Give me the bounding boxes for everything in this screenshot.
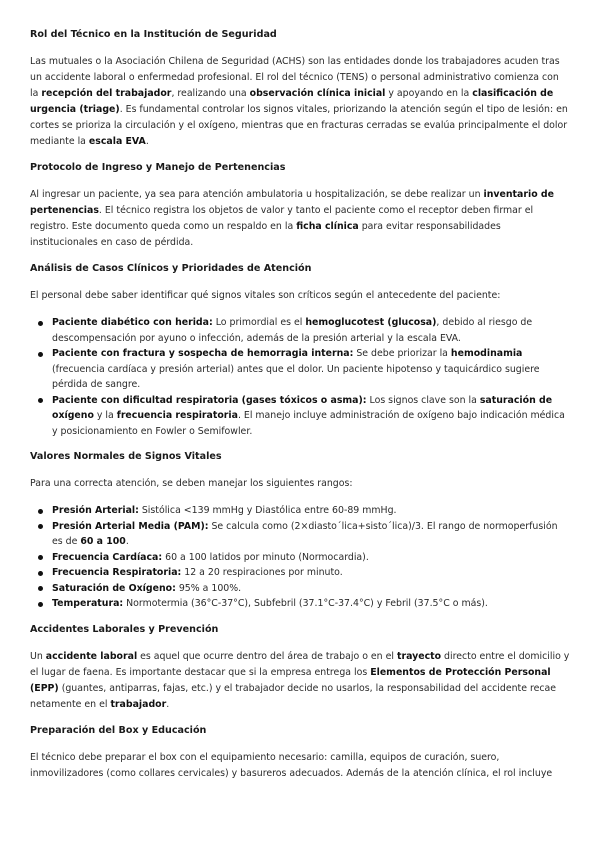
paragraph: Un accidente laboral es aquel que ocurre dentro del área de trabajo o en el trayecto directo entre el domicilio y el lugar de faena. Es importante destacar que si la empresa entrega los Elementos de Protección Personal (EPP) (guantes, antiparras, fajas, etc.) y el trabajador decide no usarlos, la responsabilidad del accidente recae netamente en el trabajador. (30, 650, 570, 710)
section-heading: Protocolo de Ingreso y Manejo de Pertenencias (30, 162, 286, 173)
section-casos-clinicos (30, 262, 570, 439)
section-heading: Accidentes Laborales y Prevención (30, 623, 219, 635)
list-item: Temperatura: Normotermia (36°C-37°C), Subfebril (37.1°C-37.4°C) y Febril (37.5°C o más). (52, 596, 570, 612)
section-heading: Rol del Técnico en la Institución de Seguridad (30, 29, 277, 40)
list-item: Presión Arterial: Sistólica <139 mmHg y Diastólica entre 60-89 mmHg. (52, 503, 570, 519)
list-item: Paciente con fractura y sospecha de hemorragia interna: Se debe priorizar la hemodinamia (frecuencia cardíaca y presión arterial) antes que el dolor. Un paciente hipotenso y taquicárdico sugiere pérdida de sangre. (52, 346, 570, 393)
paragraph: El personal debe saber identificar qué signos vitales son críticos según el antecedente del paciente: (30, 290, 501, 301)
paragraph: El técnico debe preparar el box con el equipamiento necesario: camilla, equipos de curación, suero, inmovilizadores (como collares cervicales) y basureros adecuados. Además de la atención clínica, el rol incluye (30, 751, 553, 779)
paragraph: Para una correcta atención, se deben manejar los siguientes rangos: (30, 478, 353, 489)
bullet-list (30, 503, 570, 612)
list-item: Frecuencia Respiratoria: 12 a 20 respiraciones por minuto. (52, 565, 570, 581)
section-heading: Preparación del Box y Educación (30, 724, 207, 736)
paragraph: Las mutuales o la Asociación Chilena de Seguridad (ACHS) son las entidades donde los trabajadores acuden tras un accidente laboral o enfermedad profesional. El rol del técnico (TENS) o personal administrativo comienza con la recepción del trabajador, realizando una observación clínica inicial y apoyando en la clasificación de urgencia (triage). Es fundamental controlar los signos vitales, priorizando la atención según el tipo de lesión: en cortes se prioriza la circulación y el oxígeno, mientras que en fracturas cerradas se evalúa principalmente el dolor mediante la escala EVA. (30, 56, 568, 147)
section-signos-vitales (30, 450, 570, 612)
list-item: Paciente diabético con herida: Lo primordial es el hemoglucotest (glucosa), debido al riesgo de descompensación por ayuno o infección, además de la presión arterial y la escala EVA. (52, 315, 570, 346)
section-heading: Valores Normales de Signos Vitales (30, 451, 222, 462)
section-accidentes-laborales (30, 623, 570, 713)
section-heading: Análisis de Casos Clínicos y Prioridades de Atención (30, 263, 312, 274)
list-item: Saturación de Oxígeno: 95% a 100%. (52, 581, 570, 597)
paragraph: Al ingresar un paciente, ya sea para atención ambulatoria u hospitalización, se debe realizar un inventario de pertenencias. El técnico registra los objetos de valor y tanto el paciente como el receptor deben firmar el registro. Este documento queda como un respaldo en la ficha clínica para evitar responsabilidades institucionales en caso de pérdida. (30, 189, 554, 248)
section-rol-tecnico (30, 28, 570, 150)
bullet-list (30, 315, 570, 439)
list-item: Paciente con dificultad respiratoria (gases tóxicos o asma): Los signos clave son la saturación de oxígeno y la frecuencia respiratoria. El manejo incluye administración de oxígeno bajo indicación médica y posicionamiento en Fowler o Semifowler. (52, 393, 570, 440)
section-protocolo-ingreso (30, 161, 570, 251)
section-preparacion-box (30, 724, 570, 782)
list-item: Frecuencia Cardíaca: 60 a 100 latidos por minuto (Normocardia). (52, 550, 570, 566)
list-item: Presión Arterial Media (PAM): Se calcula como (2×diasto´lica+sisto´lica)/3. El rango de normoperfusión es de 60 a 100. (52, 519, 570, 550)
